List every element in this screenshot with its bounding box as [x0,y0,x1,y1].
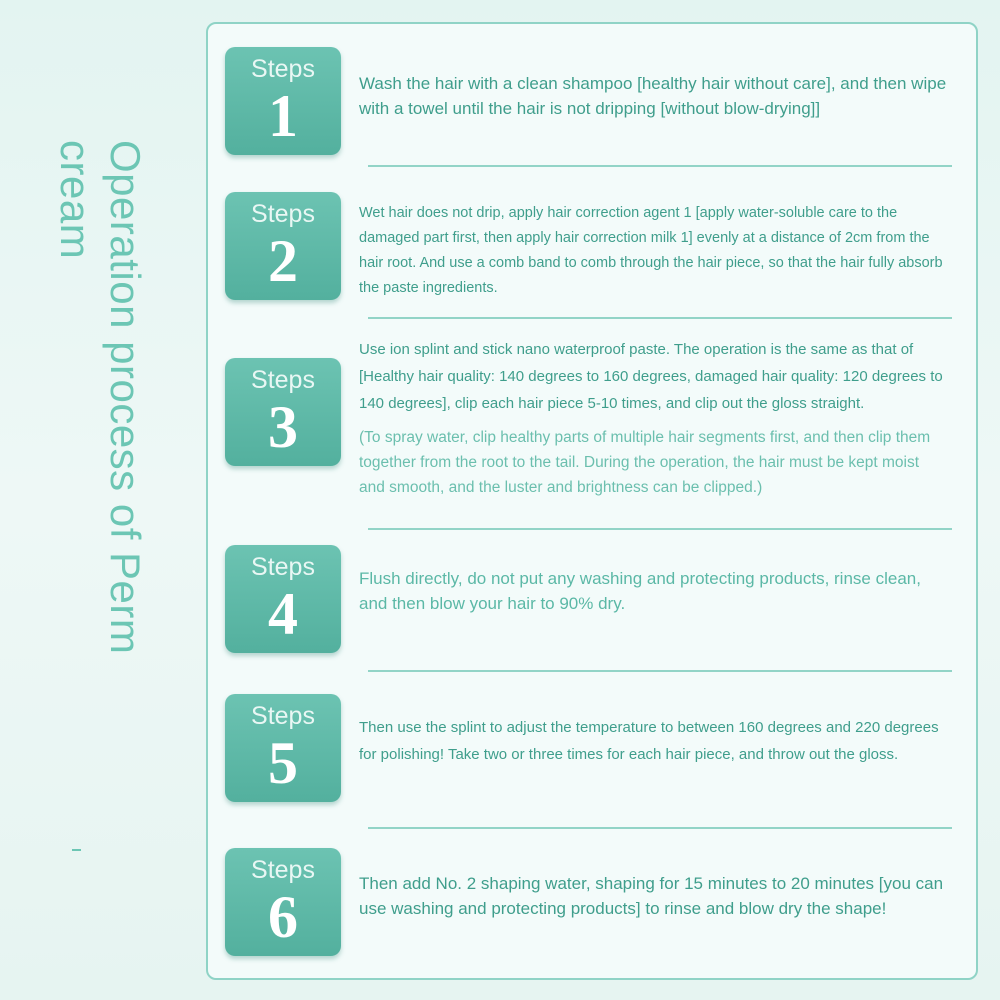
step-5-text: Then use the splint to adjust the temperature to between 160 degrees and 220 degrees for polishing! Take two or three times for each hair piece, and throw out the gloss. [359,719,939,763]
step-4-number: 4 [268,581,298,647]
step-2-badge [225,192,341,300]
divider [368,165,952,167]
decorative-dash [72,849,81,851]
page-title-container [50,140,150,760]
step-1-label: Steps [251,55,315,83]
step-6-badge [225,848,341,956]
divider [368,528,952,530]
step-3-note: (To spray water, clip healthy parts of multiple hair segments first, and then clip them together from the root to the tail. During the operation, the hair must be kept moist and smooth, and the luster and brightness can be clipped.) [359,429,931,496]
page-title: Operation process of Perm cream [52,140,149,655]
step-5-number: 5 [268,730,298,796]
step-3-badge [225,358,341,466]
step-1-badge [225,47,341,155]
step-3-text-block [359,336,949,500]
step-2-text: Wet hair does not drip, apply hair correction agent 1 [apply water-soluble care to the damaged part first, then apply hair correction milk 1] evenly at a distance of 2cm from the hair root. And use a comb band to comb through the hair piece, so that the hair fully absorb the paste ingredients. [359,205,943,296]
step-2-number: 2 [268,228,298,294]
step-1-number: 1 [268,83,298,149]
step-5-badge [225,694,341,802]
step-6-number: 6 [268,884,298,950]
divider [368,670,952,672]
step-3-text: Use ion splint and stick nano waterproof paste. The operation is the same as that of [Healthy hair quality: 140 degrees to 160 degrees, damaged hair quality: 120 degrees to 140 degrees], clip each hair piece 5-10 times, and clip out the gloss straight. [359,341,943,412]
divider [368,827,952,829]
divider [368,317,952,319]
step-6-label: Steps [251,856,315,884]
step-6-text: Then add No. 2 shaping water, shaping for 15 minutes to 20 minutes [you can use washing and protecting products] to rinse and blow dry the shape! [359,874,944,918]
step-4-badge [225,545,341,653]
step-4-text: Flush directly, do not put any washing and protecting products, rinse clean, and then blow your hair to 90% dry. [359,569,921,613]
step-1-text: Wash the hair with a clean shampoo [healthy hair without care], and then wipe with a towel until the hair is not dripping [without blow-drying]] [359,74,947,118]
step-3-number: 3 [268,394,298,460]
step-5-label: Steps [251,702,315,730]
step-4-label: Steps [251,553,315,581]
step-2-label: Steps [251,200,315,228]
step-3-label: Steps [251,366,315,394]
